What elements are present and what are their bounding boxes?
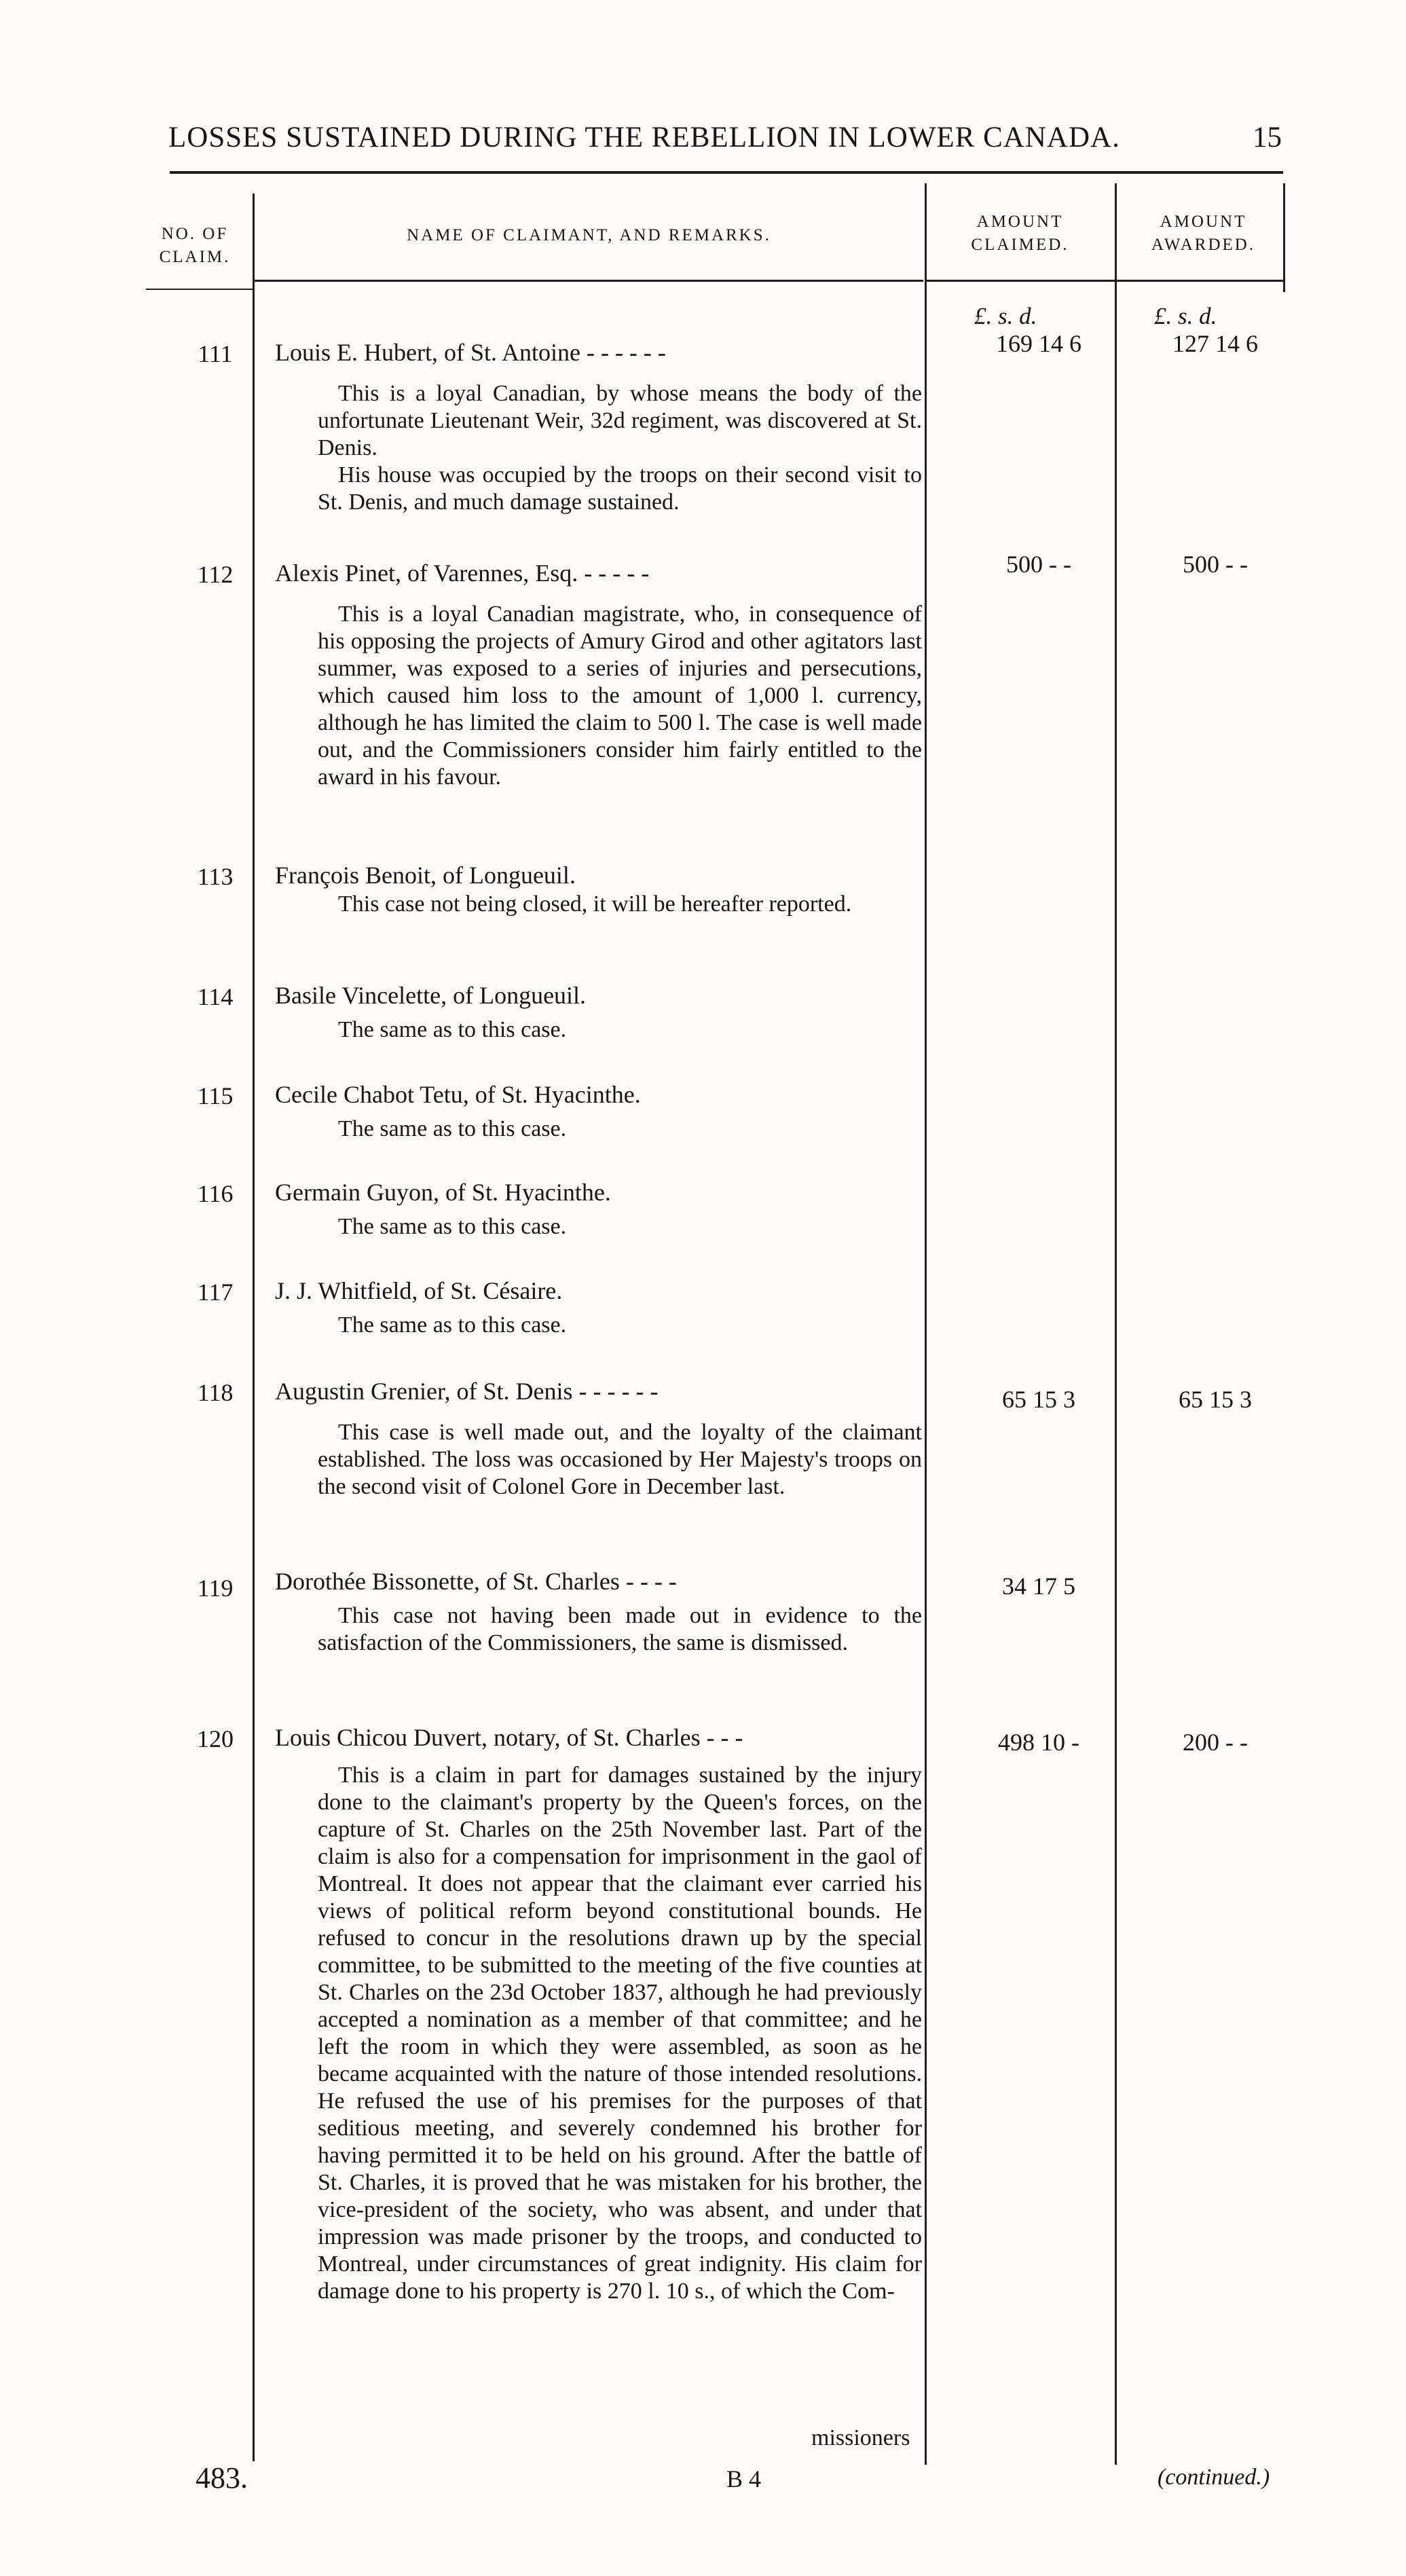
page-number: 15 <box>1253 122 1282 153</box>
claim-number: 115 <box>197 1082 234 1109</box>
column-header-claim-no: NO. OF CLAIM. <box>159 225 231 266</box>
amount-claimed: 498 10 - <box>998 1729 1079 1756</box>
claimant-name: Dorothée Bissonette, of St. Charles - - - - <box>275 1568 677 1595</box>
remark-paragraph: This is a claim in part for damages sustained by the injury done to the claimant's property by the Queen's forces, on the capture of St. Charles on the 25th November last. Part of the claim is also for a compensation for imprisonment in the gaol of Montreal. It does not appear that the claimant ever carried his views of political reform beyond constitutional bounds. He refused to concur in the resolutions drawn up by the special committee, to be submitted to the meeting of the five counties at St. Charles on the 23d October 1837, although he had previously accepted a nomination as a member of that committee; and he left the room in which they were assembled, as soon as he became acquainted with the nature of those intended resolutions. He refused the use of his premises for the purposes of that seditious meeting, and severely condemned his brother for having permitted it to be held on his ground. After the battle of St. Charles, it is proved that he was mistaken for his brother, the vice-president of the society, who was absent, and under that impression was made prisoner by the troops, and conducted to Montreal, under circumstances of great indignity. His claim for damage done to his property is 270 l. 10 s., of which the Com- <box>318 1763 922 2304</box>
claim-remarks <box>318 1419 922 1501</box>
claim-number: 117 <box>197 1278 234 1306</box>
units-claimed: £. s. d. <box>974 303 1037 329</box>
remark-paragraph: The same as to this case. <box>338 1214 567 1239</box>
claim-number: 120 <box>197 1725 234 1752</box>
column-divider-right <box>1283 183 1285 292</box>
claimant-name: Louis E. Hubert, of St. Antoine - - - - - - <box>275 339 666 366</box>
header-bottom-rule-amounts <box>927 280 1285 282</box>
header-rule <box>170 171 1283 174</box>
remark-paragraph: This case not being closed, it will be hereafter reported. <box>338 891 852 917</box>
running-title: LOSSES SUSTAINED DURING THE REBELLION IN LOWER CANADA. <box>168 122 1120 153</box>
claimant-name: François Benoit, of Longueuil. <box>275 862 576 889</box>
amount-claimed: 34 17 5 <box>1002 1572 1075 1600</box>
column-divider-awarded <box>1115 183 1117 2465</box>
catchword: missioners <box>811 2425 910 2450</box>
column-header-name: NAME OF CLAIMANT, AND REMARKS. <box>407 226 771 244</box>
claim-remarks <box>318 1602 922 1657</box>
claim-remarks <box>318 1116 922 1143</box>
claim-remarks <box>318 380 922 516</box>
claim-number: 119 <box>197 1575 234 1602</box>
claim-remarks <box>318 601 922 791</box>
claim-number: 116 <box>197 1180 234 1207</box>
claim-number: 113 <box>197 863 234 890</box>
remark-paragraph: The same as to this case. <box>338 1312 567 1338</box>
column-header-claimed: AMOUNT CLAIMED. <box>971 213 1069 254</box>
remark-paragraph: This is a loyal Canadian, by whose means the body of the unfortunate Lieutenant Weir, 32d regiment, was discovered at St. Denis. <box>318 381 922 460</box>
claim-remarks <box>318 891 922 918</box>
claim-remarks <box>318 1762 922 2305</box>
remark-paragraph: This case not having been made out in evidence to the satisfaction of the Commissioners, the same is dismissed. <box>318 1603 922 1655</box>
remark-paragraph: This case is well made out, and the loyalty of the claimant established. The loss was occasioned by Her Majesty's troops on the second visit of Colonel Gore in December last. <box>318 1420 922 1499</box>
amount-claimed: 169 14 6 <box>996 330 1081 357</box>
sheet-mark: B 4 <box>726 2465 762 2492</box>
column-header-awarded: AMOUNT AWARDED. <box>1151 213 1256 254</box>
claimant-name: Augustin Grenier, of St. Denis - - - - - - <box>275 1378 659 1405</box>
header-bottom-rule <box>146 289 255 290</box>
continued-note: (continued.) <box>1158 2465 1270 2490</box>
signature-number: 483. <box>196 2461 248 2495</box>
claimant-name: Alexis Pinet, of Varennes, Esq. - - - - - <box>275 559 650 587</box>
column-divider-claimed <box>925 183 927 2465</box>
claim-number: 114 <box>197 983 234 1010</box>
units-awarded: £. s. d. <box>1154 303 1217 329</box>
claim-remarks <box>318 1312 922 1339</box>
remark-paragraph: His house was occupied by the troops on their second visit to St. Denis, and much damage sustained. <box>318 462 922 515</box>
claimant-name: Cecile Chabot Tetu, of St. Hyacinthe. <box>275 1081 641 1108</box>
remark-paragraph: The same as to this case. <box>338 1116 567 1141</box>
amount-awarded: 500 - - <box>1183 551 1248 578</box>
claim-number: 118 <box>197 1379 234 1406</box>
claimant-name: Basile Vincelette, of Longueuil. <box>275 982 587 1009</box>
amount-awarded: 200 - - <box>1183 1729 1248 1756</box>
amount-awarded: 127 14 6 <box>1172 330 1258 357</box>
remark-paragraph: The same as to this case. <box>338 1017 567 1042</box>
amount-claimed: 500 - - <box>1006 551 1071 578</box>
header-bottom-rule-name <box>255 280 923 282</box>
claimant-name: J. J. Whitfield, of St. Césaire. <box>275 1277 563 1304</box>
claim-remarks <box>318 1016 922 1044</box>
claim-number: 111 <box>198 340 233 367</box>
claim-remarks <box>318 1213 922 1240</box>
amount-claimed: 65 15 3 <box>1002 1386 1075 1413</box>
amount-awarded: 65 15 3 <box>1179 1386 1252 1413</box>
claim-number: 112 <box>197 561 234 588</box>
claimant-name: Germain Guyon, of St. Hyacinthe. <box>275 1179 611 1206</box>
column-divider-left <box>253 194 255 2461</box>
claimant-name: Louis Chicou Duvert, notary, of St. Charles - - - <box>275 1724 743 1751</box>
remark-paragraph: This is a loyal Canadian magistrate, who, in consequence of his opposing the projects of Amury Girod and other agitators last summer, was exposed to a series of injuries and persecutions, which caused him loss to the amount of 1,000 l. currency, although he has limited the claim to 500 l. The case is well made out, and the Commissioners consider him fairly entitled to the award in his favour. <box>318 602 922 790</box>
